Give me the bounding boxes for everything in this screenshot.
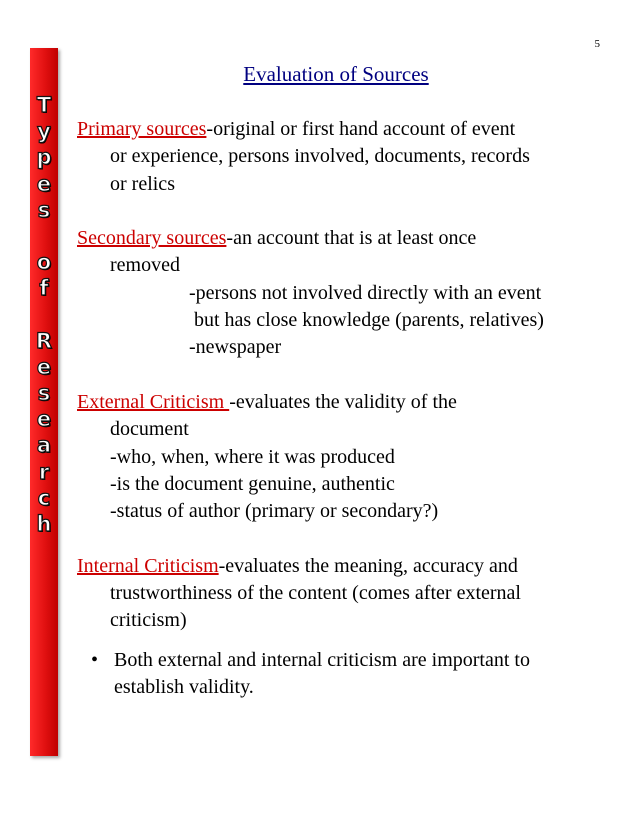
banner-letter: s xyxy=(37,197,51,222)
section-secondary-sources xyxy=(77,225,607,361)
bullet-item xyxy=(77,647,607,702)
term-secondary-sources: Secondary sources xyxy=(77,227,227,250)
definition-line: -evaluates the validity of the xyxy=(229,390,457,413)
definition-line: or relics xyxy=(110,172,175,195)
banner-letter: h xyxy=(36,512,52,536)
definition-line: or experience, persons involved, documents, records xyxy=(110,145,530,168)
definition-line: -evaluates the meaning, accuracy and xyxy=(218,554,518,577)
section-external-criticism xyxy=(77,389,607,525)
side-banner-types-of-research xyxy=(30,48,58,756)
spacer xyxy=(77,362,607,389)
bullet-line: establish validity. xyxy=(114,675,254,698)
banner-letter: y xyxy=(37,119,51,144)
sub-point-line: -newspaper xyxy=(189,336,282,359)
banner-letter: c xyxy=(37,485,51,510)
definition-line: -status of author (primary or secondary?) xyxy=(110,500,439,523)
term-external-criticism: External Criticism xyxy=(77,390,230,413)
sub-point-line: -persons not involved directly with an event xyxy=(189,281,542,304)
definition-line: criticism) xyxy=(110,609,187,632)
spacer xyxy=(77,198,607,225)
banner-letter: a xyxy=(36,433,52,458)
definition-line: -who, when, where it was produced xyxy=(110,445,395,468)
definition-line: -original or first hand account of event xyxy=(206,118,516,140)
sub-point-line: but has close knowledge (parents, relatives) xyxy=(189,309,544,332)
banner-letter: e xyxy=(36,171,52,196)
page-title: Evaluation of Sources xyxy=(243,62,429,86)
banner-letter: f xyxy=(39,276,49,301)
definition-line: document xyxy=(110,418,189,441)
section-internal-criticism xyxy=(77,553,607,635)
definition-line: -an account that is at least once xyxy=(226,227,477,250)
page-number: 5 xyxy=(594,38,600,50)
bullet-icon: • xyxy=(91,648,99,671)
document-body xyxy=(77,116,607,701)
section-primary-sources xyxy=(77,116,607,198)
banner-letter: p xyxy=(36,145,52,170)
banner-letter: T xyxy=(36,93,52,117)
banner-letter: e xyxy=(36,354,52,379)
banner-letter: o xyxy=(36,250,52,275)
definition-line: -is the document genuine, authentic xyxy=(110,472,395,495)
spacer xyxy=(77,525,607,552)
definition-line: trustworthiness of the content (comes after external xyxy=(110,582,521,605)
banner-letter: s xyxy=(37,381,51,406)
banner-letter: e xyxy=(36,407,52,432)
term-primary-sources: Primary sources xyxy=(77,118,207,140)
term-internal-criticism: Internal Criticism xyxy=(77,554,219,577)
banner-letter: r xyxy=(38,459,50,484)
definition-line: removed xyxy=(110,254,180,277)
bullet-line: Both external and internal criticism are important to xyxy=(114,648,530,671)
bullet-text xyxy=(114,647,607,702)
banner-letter: R xyxy=(35,328,53,353)
